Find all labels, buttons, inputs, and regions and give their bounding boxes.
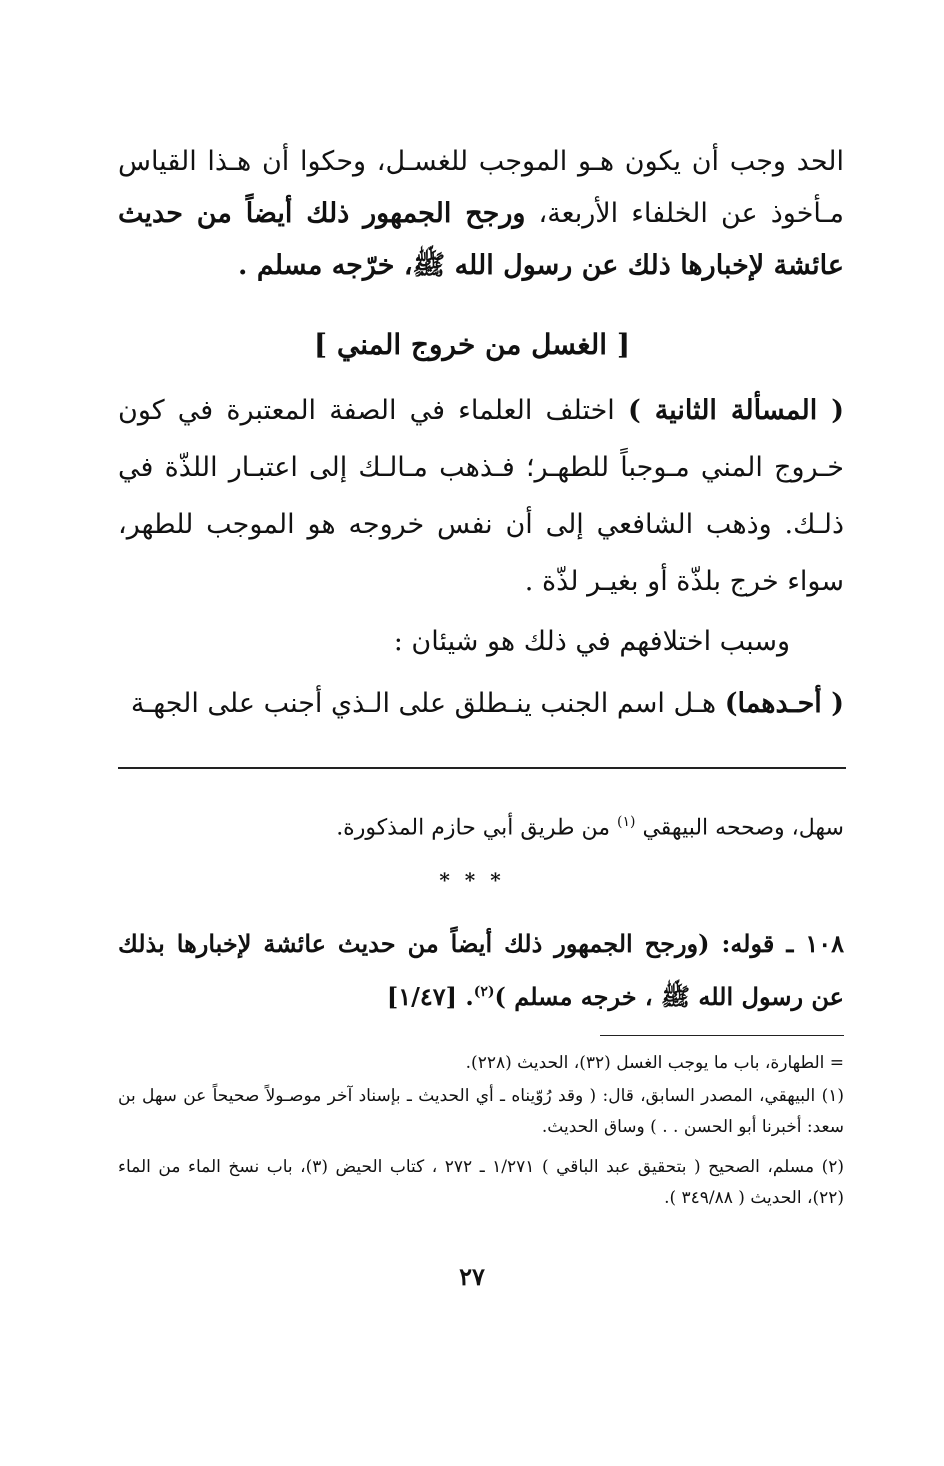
footnote-1: (١) البيهقي، المصدر السابق، قال: ( وقد رُوّيناه ـ أي الحديث ـ بإسناد آخر موصـولاً صحيحاً عن سهل بن سعد: أخبرنا أبو الحسن . . ) وساق الحديث. <box>118 1086 844 1137</box>
paragraph1-text-a: الحد وجب أن يكون هـو الموجب للغسـل، وحكوا أن هـذا القياس مـأخوذ عن الخلفاء الأربعة، <box>118 146 844 229</box>
footnote-ref-1: (١) <box>617 814 636 830</box>
section-divider <box>118 767 846 769</box>
paragraph1-text-b: ورجح الجمهور ذلك أيضاً من حديث عائشة لإخبارها ذلك عن رسول الله ﷺ، خرّجه مسلم . <box>118 198 844 281</box>
section-heading: [ الغسل من خروج المني ] <box>313 328 631 361</box>
main-paragraph-2 <box>118 382 844 610</box>
asterisk-separator: * * * <box>439 868 505 892</box>
footnote-continuation: = الطهارة، باب ما يوجب الغسل (٣٢)، الحديث (٢٢٨). <box>465 1053 844 1073</box>
main-paragraph-1 <box>118 136 844 292</box>
note-108 <box>118 920 844 1021</box>
paragraph2-text: اختلف العلماء في الصفة المعتبرة في كون خـروج المني مـوجباً للطهـر؛ فـذهب مـالـك إلى اعتبـار اللذّة في ذلـك. وذهب الشافعي إلى أن نفس خروجه هو الموجب للطهر، سواء خرج بلذّة أو بغيـر لذّة . <box>118 395 844 597</box>
issue-label: ( المسألة الثانية ) <box>627 395 845 426</box>
footnote-divider <box>600 1035 844 1036</box>
footnote-ref-2: (٢) <box>473 984 495 1000</box>
main-paragraph-4 <box>118 678 844 730</box>
paragraph4-text: هـل اسم الجنب ينـطلق على الـذي أجنب على الجهـة <box>130 688 725 719</box>
page-number: ٢٧ <box>459 1262 485 1291</box>
commentary-paragraph <box>118 800 844 850</box>
first-reason-label: ( أحـدهما) <box>724 688 844 719</box>
commentary-text-a: سهل، وصححه البيهقي <box>635 815 844 841</box>
footnote-2: (٢) مسلم، الصحيح ( بتحقيق عبد الباقي ) ١/٢٧١ ـ ٢٧٢ ، كتاب الحيض (٣)، باب نسخ الماء من الماء (٢٢)، الحديث ( ٣٤٩/٨٨ ). <box>118 1157 844 1208</box>
commentary-text-b: من طريق أبي حازم المذكورة. <box>336 815 617 841</box>
note-108-text: ١٠٨ ـ قوله: (ورجح الجمهور ذلك أيضاً من حديث عائشة لإخبارها بذلك عن رسول الله ﷺ ، خرجه مسلم ) <box>118 929 844 1011</box>
main-paragraph-3: وسبب اختلافهم في ذلك هو شيئان : <box>393 626 790 657</box>
note-108-tail: . [١/٤٧] <box>386 982 474 1011</box>
